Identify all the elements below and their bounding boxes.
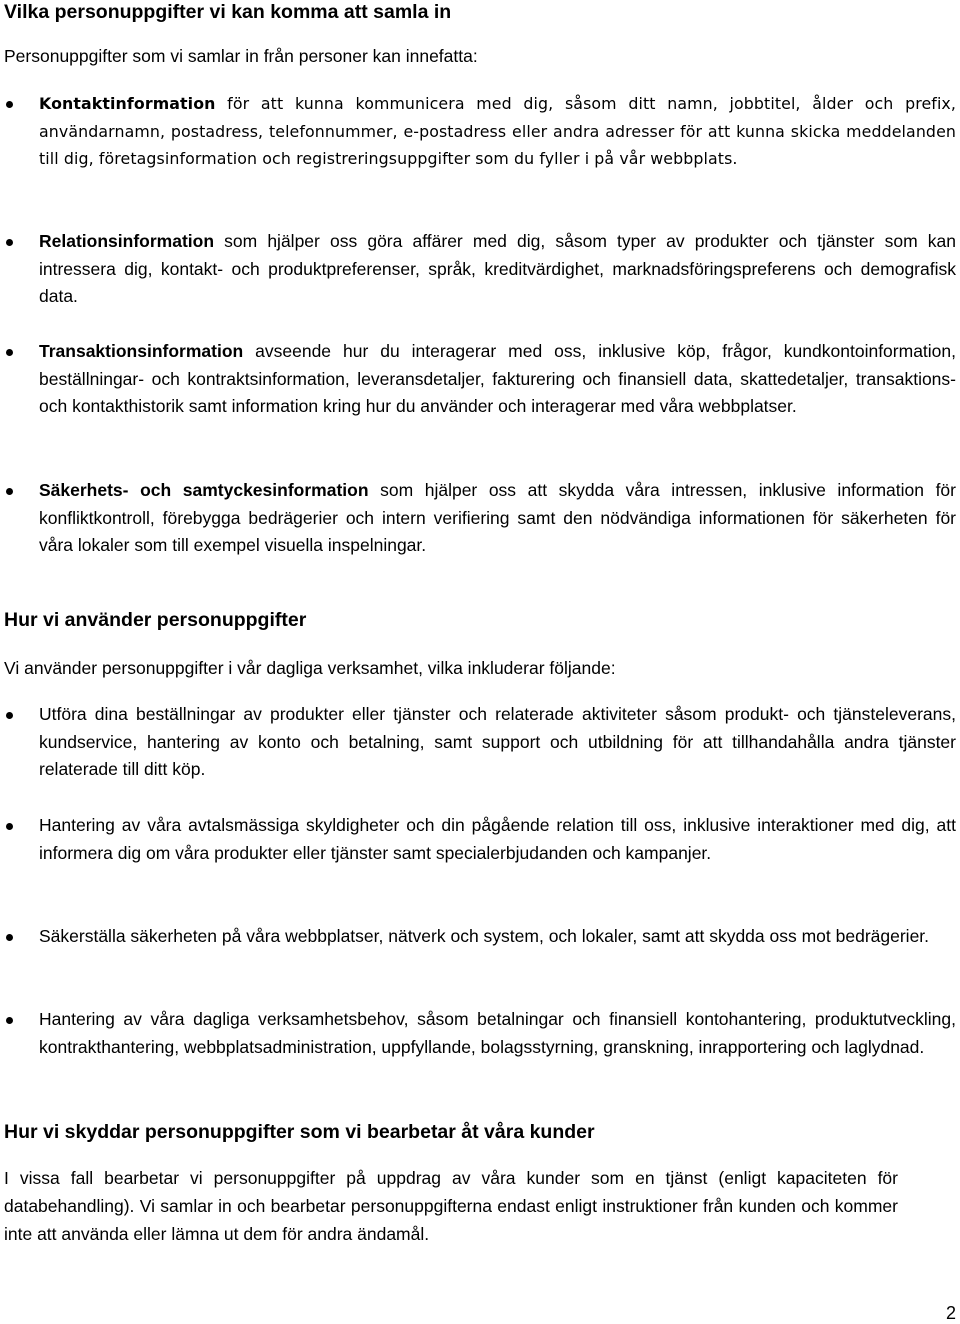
list-item-text: [39, 228, 956, 311]
list-item-body: som hjälper oss göra affärer med dig, såsom typer av produkter och tjänster som kan intressera dig, kontakt- och produktpreferenser, språk, kreditvärdighet, marknadsföringspreferens och demografisk data.: [39, 231, 956, 306]
section-title-use: Hur vi använder personuppgifter: [4, 609, 307, 631]
bullet-icon: [6, 101, 13, 108]
list-item-text: Hantering av våra dagliga verksamhetsbehov, såsom betalningar och finansiell kontohantering, produktutveckling, kontrakthantering, webbplatsadministration, uppfyllande, bolagsstyrning, granskning, inrapportering och laglydnad.: [39, 1009, 956, 1057]
list-item-term: Kontaktinformation: [39, 94, 216, 113]
list-item-body: som hjälper oss att skydda våra intressen, inklusive information för konfliktkontroll, förebygga bedrägerier och intern verifiering samt den nödvändiga informationen för säkerheten för våra lokaler som till exempel visuella inspelningar.: [39, 480, 956, 555]
bullet-icon: [6, 1017, 13, 1024]
list-item-text: [39, 338, 956, 421]
bullet-icon: [6, 823, 13, 830]
list-item-text: [39, 90, 956, 173]
section-body-protect: I vissa fall bearbetar vi personuppgifter på uppdrag av våra kunder som en tjänst (enligt kapaciteten för databehandling). Vi samlar in och bearbetar personuppgifterna endast enligt instruktioner från kunden och kommer inte att använda eller lämna ut dem för andra ändamål.: [4, 1168, 898, 1244]
list-item-body: avseende hur du interagerar med oss, inklusive köp, frågor, kundkontoinformation, beställningar- och kontraktsinformation, leveransdetaljer, fakturering och finansiell data, skattedetaljer, transaktions- och kontakthistorik samt information kring hur du använder och interagerar med våra webbplatser.: [39, 341, 956, 416]
list-item-term: Transaktionsinformation: [39, 341, 244, 361]
list-item-body: för att kunna kommunicera med dig, såsom ditt namn, jobbtitel, ålder och prefix, användarnamn, postadress, telefonnummer, e-postadress eller andra adresser för att kunna skicka meddelanden till dig, företagsinformation och registreringsuppgifter som du fyller i på vår webbplats.: [39, 94, 956, 168]
list-item-text: Hantering av våra avtalsmässiga skyldigheter och din pågående relation till oss, inklusive interaktioner med dig, att informera dig om våra produkter eller tjänster samt specialerbjudanden och kampanjer.: [39, 815, 956, 863]
list-item-text: Utföra dina beställningar av produkter eller tjänster och relaterade aktiviteter såsom produkt- och tjänsteleverans, kundservice, hantering av konto och betalning, samt support och utbildning för att tillhandahålla andra tjänster relaterade till ditt köp.: [39, 704, 956, 779]
bullet-icon: [6, 349, 13, 356]
bullet-icon: [6, 712, 13, 719]
list-item-term: Relationsinformation: [39, 231, 215, 251]
list-item-term: Säkerhets- och samtyckesinformation: [39, 480, 369, 500]
list-item-text: Säkerställa säkerheten på våra webbplatser, nätverk och system, och lokaler, samt att skydda oss mot bedrägerier.: [39, 926, 930, 946]
bullet-icon: [6, 488, 13, 495]
section-title-collect: Vilka personuppgifter vi kan komma att samla in: [4, 1, 452, 23]
page-number: 2: [945, 1303, 956, 1323]
section-intro-use: Vi använder personuppgifter i vår dagliga verksamhet, vilka inkluderar följande:: [4, 658, 616, 678]
section-intro-collect: Personuppgifter som vi samlar in från personer kan innefatta:: [4, 46, 478, 66]
bullet-icon: [6, 239, 13, 246]
bullet-icon: [6, 934, 13, 941]
list-item-text: [39, 477, 956, 560]
section-title-protect: Hur vi skyddar personuppgifter som vi bearbetar åt våra kunder: [4, 1121, 595, 1143]
